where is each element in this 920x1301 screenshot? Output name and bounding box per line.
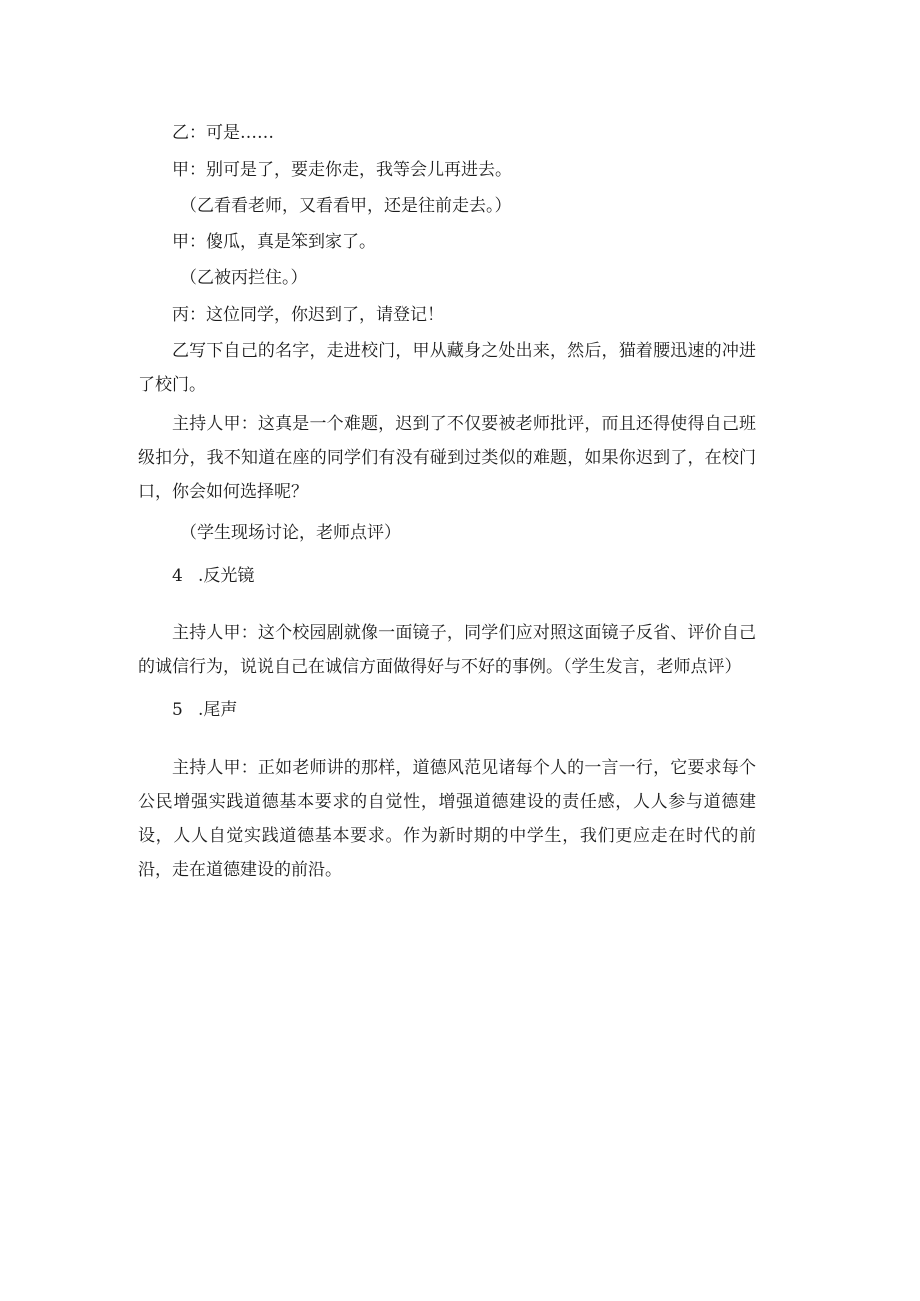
host-paragraph: 主持人甲：这个校园剧就像一面镜子，同学们应对照这面镜子反省、评价自己的诚信行为，说说自己在诚信方面做得好与不好的事例。（学生发言，老师点评） [138,623,756,677]
stage-direction: （乙看看老师，又看看甲，还是往前走去。） [180,196,512,216]
section-number: 5 [172,700,183,720]
narration-paragraph: 乙写下自己的名字，走进校门，甲从藏身之处出来，然后，猫着腰迅速的冲进了校门。 [138,341,756,395]
section-heading [172,699,237,721]
dialogue-line-jia: 甲：傻瓜，真是笨到家了。 [172,232,376,252]
dialogue-line-bing: 丙：这位同学，你迟到了，请登记！ [172,305,444,325]
host-paragraph: 主持人甲：这真是一个难题，迟到了不仅要被老师批评，而且还得使得自己班级扣分，我不知道在座的同学们有没有碰到过类似的难题，如果你迟到了，在校门口，你会如何选择呢？ [138,414,756,502]
section-title: .尾声 [198,700,238,720]
section-title: .反光镜 [198,566,255,586]
stage-direction: （学生现场讨论，老师点评） [180,523,401,543]
stage-direction: （乙被丙拦住。） [180,268,308,288]
host-paragraph: 主持人甲：正如老师讲的那样，道德风范见诸每个人的一言一行，它要求每个公民增强实践道德基本要求的自觉性，增强道德建设的责任感，人人参与道德建设，人人自觉实践道德基本要求。作为新时期的中学生，我们更应走在时代的前沿，走在道德建设的前沿。 [138,758,756,880]
section-number: 4 [172,566,183,586]
dialogue-line-jia: 甲：别可是了，要走你走，我等会儿再进去。 [172,160,512,180]
dialogue-line-yi: 乙：可是…… [172,123,274,143]
section-heading [172,565,254,587]
